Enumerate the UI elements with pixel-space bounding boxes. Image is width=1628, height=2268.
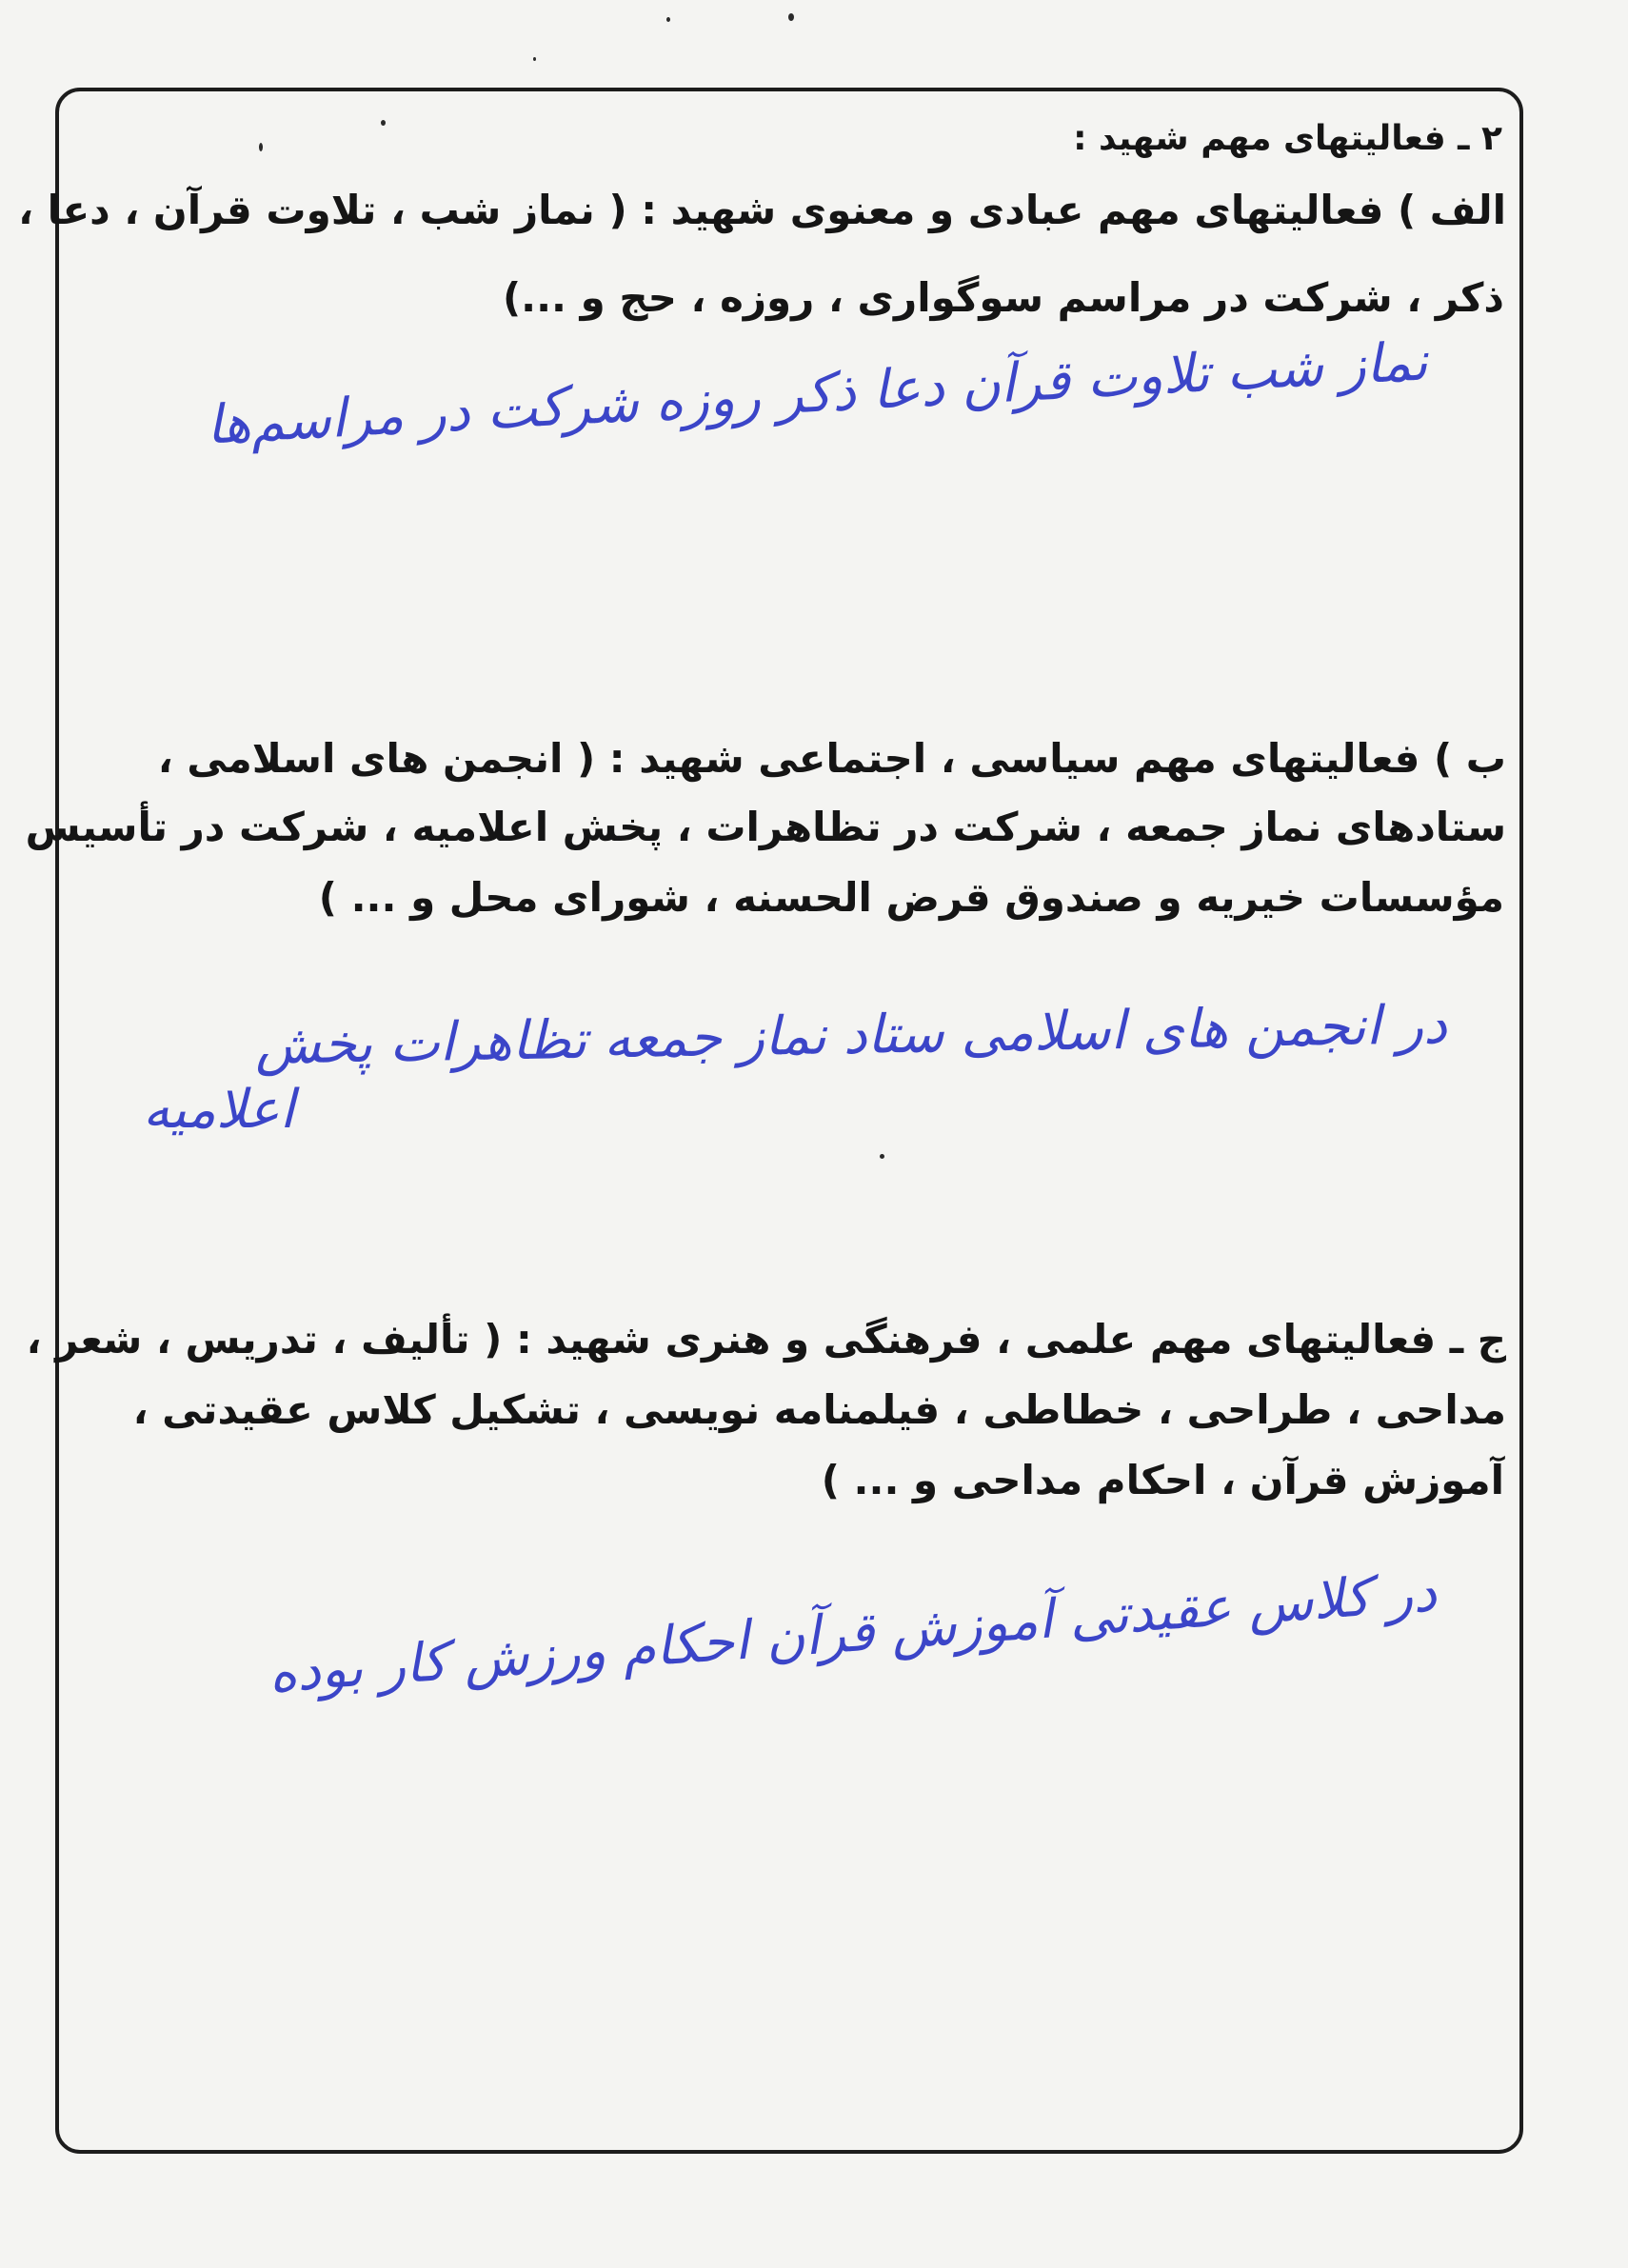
section-b-line-2: ستادهای نماز جمعه ، شرکت در تظاهرات ، پخش اعلامیه ، شرکت در تأسیس [25, 804, 1506, 850]
scan-speck [666, 17, 670, 22]
section-c-handwritten-answer: در کلاس عقیدتی آموزش قرآن احکام ورزش کار بوده [266, 1562, 1439, 1705]
section-heading: ۲ ـ فعالیتهای مهم شهید : [1073, 119, 1502, 158]
section-b-line-1: ب ) فعالیتهای مهم سیاسی ، اجتماعی شهید : ( انجمن های اسلامی ، [157, 735, 1506, 782]
scan-speck [533, 57, 536, 61]
section-c-line-2: مداحی ، طراحی ، خطاطی ، فیلمنامه نویسی ، تشکیل کلاس عقیدتی ، [132, 1386, 1506, 1433]
scan-speck [788, 13, 794, 21]
section-b-handwritten-answer-line-2: اعلامیه [143, 1079, 295, 1141]
section-a-line-2: ذکر ، شرکت در مراسم سوگواری ، روزه ، حج و ...) [502, 274, 1504, 321]
section-a-line-1: الف ) فعالیتهای مهم عبادی و معنوی شهید : ( نماز شب ، تلاوت قرآن ، دعا ، [18, 187, 1506, 233]
section-b-handwritten-answer-line-1: در انجمن های اسلامی ستاد نماز جمعه تظاهرات پخش [254, 994, 1448, 1077]
section-c-line-1: ج ـ فعالیتهای مهم علمی ، فرهنگی و هنری شهید : ( تألیف ، تدریس ، شعر ، [26, 1316, 1506, 1363]
section-c-line-3: آموزش قرآن ، احکام مداحی و ... ) [821, 1457, 1504, 1503]
section-b-line-3: مؤسسات خیریه و صندوق قرض الحسنه ، شورای محل و ... ) [318, 874, 1504, 921]
section-a-handwritten-answer: نماز شب تلاوت قرآن دعا ذکر روزه شرکت در مراسم‌ها [204, 330, 1429, 457]
